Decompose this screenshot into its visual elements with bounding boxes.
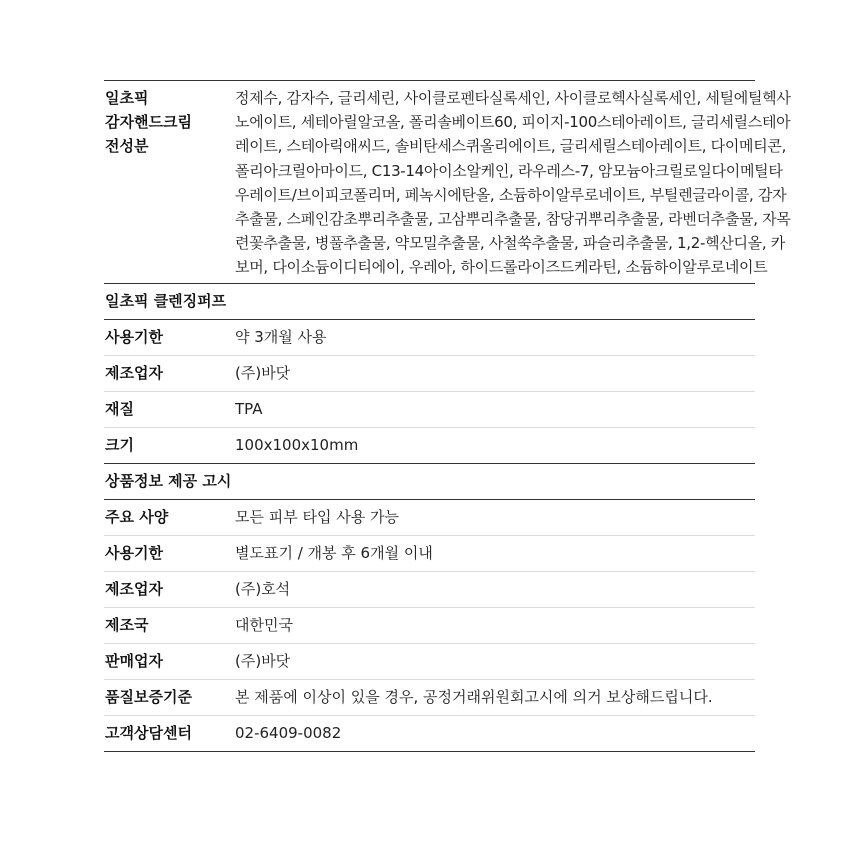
ingredients-label-line-1: 일초픽: [105, 89, 149, 107]
notice-row-support: [104, 716, 755, 752]
puff-size-value: 100x100x10mm: [235, 435, 359, 454]
notice-spec-label: 주요 사양: [105, 507, 169, 526]
notice-expiry-value: 별도표기 / 개봉 후 6개월 이내: [235, 543, 433, 562]
puff-manufacturer-value: (주)바닷: [235, 363, 291, 382]
notice-manufacturer-label: 제조업자: [105, 579, 163, 598]
notice-row-manufacturer: [104, 572, 755, 608]
puff-row-expiry: [104, 320, 755, 356]
ingredients-row: [104, 81, 791, 284]
puff-material-label: 재질: [105, 399, 134, 418]
notice-row-spec: [104, 500, 755, 536]
puff-section-header: [104, 284, 755, 320]
ingredients-list: 정제수, 감자수, 글리세린, 사이클로펜타실록세인, 사이클로헥사실록세인, 세틸에틸헥사노에이트, 세테아릴알코올, 폴리솔베이트60, 피이지-100스테아레이트, 글리세릴스테아레이트, 스테아릭애씨드, 솔비탄세스퀴올리에이트, 글리세릴스테아레이트, 다이메티콘, 폴리아크릴아마이드, C13-14아이소알케인, 라우레스-7, 암모늄아크릴로일다이메틸타우레이트/브이피코폴리머, 페녹시에탄올, 소듐하이알루로네이트, 부틸렌글라이콜, 감자추출물, 스페인감초뿌리추출물, 고삼뿌리추출물, 참당귀뿌리추출물, 라벤더추출물, 자목련꽃추출물, 병풀추출물, 약모밀추출물, 사철쑥추출물, 파슬리추출물, 1,2-헥산디올, 카보머, 다이소듐이디티에이, 우레아, 하이드롤라이즈드케라틴, 소듐하이알루로네이트: [235, 89, 791, 277]
notice-seller-value: (주)바닷: [235, 651, 291, 670]
ingredients-label: [104, 81, 235, 165]
notice-row-expiry: [104, 536, 755, 572]
notice-seller-label: 판매업자: [105, 651, 163, 670]
ingredients-label-line-2: 감자핸드크림: [105, 113, 192, 132]
notice-country-label: 제조국: [105, 615, 149, 634]
notice-support-label: 고객상담센터: [105, 723, 192, 742]
notice-section-header: [104, 464, 755, 500]
notice-row-country: [104, 608, 755, 644]
puff-size-label: 크기: [105, 435, 134, 454]
notice-expiry-label: 사용기한: [105, 543, 163, 562]
notice-spec-value: 모든 피부 타입 사용 가능: [235, 507, 399, 526]
notice-manufacturer-value: (주)호석: [235, 579, 291, 598]
puff-row-material: [104, 392, 755, 428]
notice-support-value: 02-6409-0082: [235, 723, 342, 742]
puff-manufacturer-label: 제조업자: [105, 363, 163, 382]
puff-section-title: 일초픽 클렌징퍼프: [105, 291, 227, 310]
notice-row-quality: [104, 680, 755, 716]
ingredients-label-line-3: 전성분: [105, 137, 149, 156]
notice-row-seller: [104, 644, 755, 680]
product-info-sheet: [104, 80, 791, 752]
puff-row-size: [104, 428, 755, 464]
puff-expiry-label: 사용기한: [105, 327, 163, 346]
notice-quality-value: 본 제품에 이상이 있을 경우, 공정거래위원회고시에 의거 보상해드립니다.: [235, 687, 713, 706]
puff-material-value: TPA: [235, 399, 263, 418]
puff-row-manufacturer: [104, 356, 755, 392]
puff-expiry-value: 약 3개월 사용: [235, 327, 327, 346]
notice-quality-label: 품질보증기준: [105, 687, 192, 706]
notice-country-value: 대한민국: [235, 615, 293, 634]
notice-section-title: 상품정보 제공 고시: [105, 471, 232, 490]
